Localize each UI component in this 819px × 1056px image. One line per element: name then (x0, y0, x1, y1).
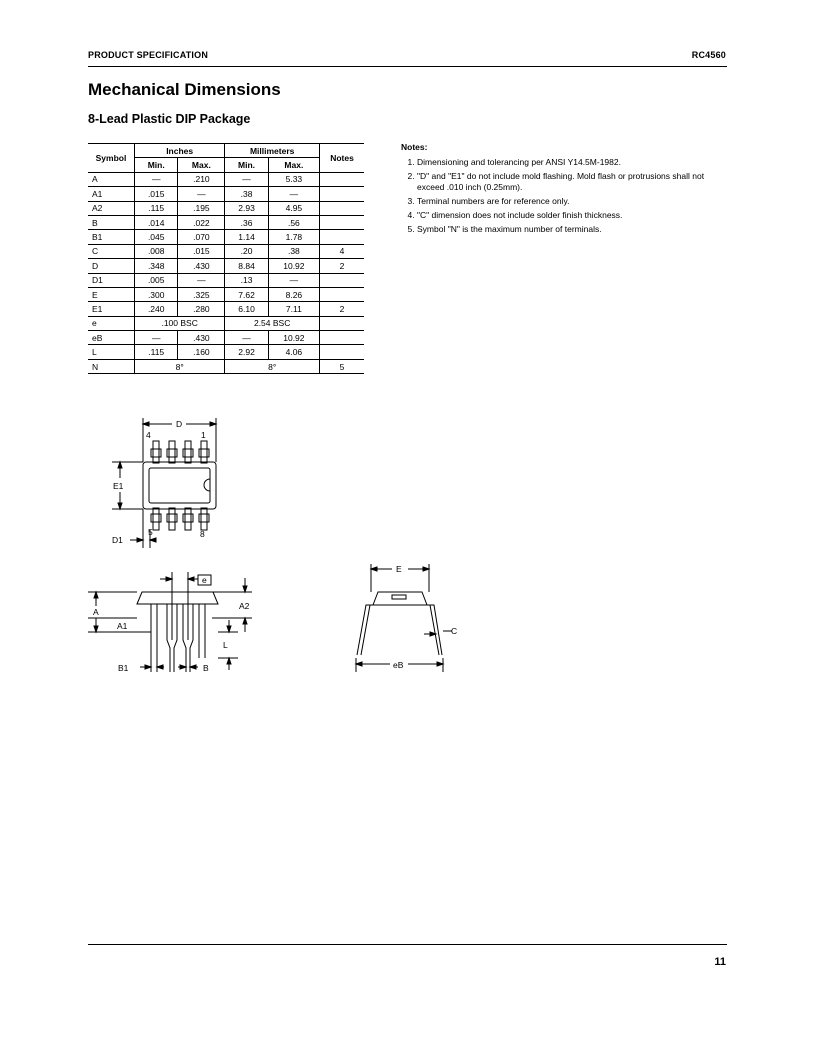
table-cell: L (88, 345, 135, 359)
table-cell: D (88, 259, 135, 273)
label-A2: A2 (239, 601, 250, 611)
note-item: 5. Symbol "N" is the maximum number of terminals. (417, 224, 731, 235)
table-cell: — (135, 331, 178, 345)
label-L: L (223, 640, 228, 650)
notes-title: Notes: (401, 142, 428, 152)
table-cell: .195 (178, 201, 225, 215)
table-cell: .022 (178, 215, 225, 229)
table-cell: 4 (320, 244, 365, 258)
footer-rule (88, 944, 727, 945)
table-cell: .240 (135, 302, 178, 316)
table-cell: 8.84 (225, 259, 268, 273)
table-cell: .045 (135, 230, 178, 244)
table-cell: .325 (178, 287, 225, 301)
table-cell: E1 (88, 302, 135, 316)
table-cell: 6.10 (225, 302, 268, 316)
table-cell: N (88, 359, 135, 373)
col-millimeters: Millimeters (225, 144, 320, 158)
table-cell: 2.54 BSC (225, 316, 320, 330)
table-cell: A2 (88, 201, 135, 215)
table-cell: A1 (88, 187, 135, 201)
label-pin5: 5 (148, 527, 153, 537)
table-cell: .008 (135, 244, 178, 258)
col-mm-min: Min. (225, 158, 268, 172)
table-cell: 1.14 (225, 230, 268, 244)
table-cell: 2.92 (225, 345, 268, 359)
table-cell: 5.33 (268, 172, 319, 186)
col-in-max: Max. (178, 158, 225, 172)
table-cell: .115 (135, 201, 178, 215)
table-cell: eB (88, 331, 135, 345)
table-cell: .015 (178, 244, 225, 258)
table-cell: — (135, 172, 178, 186)
table-cell: — (225, 172, 268, 186)
table-cell: E (88, 287, 135, 301)
label-eB: eB (393, 660, 404, 670)
table-cell: 4.95 (268, 201, 319, 215)
table-cell: 2 (320, 259, 365, 273)
table-cell: .348 (135, 259, 178, 273)
table-cell: 7.11 (268, 302, 319, 316)
table-cell: .300 (135, 287, 178, 301)
label-D1: D1 (112, 535, 123, 545)
table-cell: — (268, 273, 319, 287)
table-cell: .014 (135, 215, 178, 229)
table-cell: .38 (268, 244, 319, 258)
table-cell: B (88, 215, 135, 229)
table-cell: 8° (135, 359, 225, 373)
col-in-min: Min. (135, 158, 178, 172)
table-cell: 8° (225, 359, 320, 373)
table-cell: 8.26 (268, 287, 319, 301)
table-cell: .115 (135, 345, 178, 359)
note-item: 4. "C" dimension does not include solder finish thickness. (417, 210, 731, 221)
table-cell: .13 (225, 273, 268, 287)
table-cell: .280 (178, 302, 225, 316)
label-B1: B1 (118, 663, 129, 673)
table-cell: D1 (88, 273, 135, 287)
col-inches: Inches (135, 144, 225, 158)
label-B: B (203, 663, 209, 673)
table-cell: 2 (320, 302, 365, 316)
table-cell: A (88, 172, 135, 186)
table-cell: .210 (178, 172, 225, 186)
table-cell: C (88, 244, 135, 258)
table-cell: 5 (320, 359, 365, 373)
table-cell: — (178, 273, 225, 287)
table-cell: .38 (225, 187, 268, 201)
table-cell: .070 (178, 230, 225, 244)
table-cell: 10.92 (268, 259, 319, 273)
note-item: 1. Dimensioning and tolerancing per ANSI Y14.5M-1982. (417, 157, 731, 168)
side-view (88, 572, 252, 672)
header-part-number: RC4560 (691, 50, 726, 60)
label-A1: A1 (117, 621, 128, 631)
table-cell: .100 BSC (135, 316, 225, 330)
page-title: Mechanical Dimensions (88, 80, 281, 99)
label-e: e (202, 575, 207, 585)
note-item: 2. "D" and "E1" do not include mold flashing. Mold flash or protrusions shall not exceed .010 inch (0.25mm). (417, 171, 731, 193)
table-cell: .430 (178, 259, 225, 273)
label-pin8: 8 (200, 529, 205, 539)
label-E: E (396, 564, 402, 574)
table-cell: .160 (178, 345, 225, 359)
table-cell: .36 (225, 215, 268, 229)
table-cell: .005 (135, 273, 178, 287)
table-cell: .56 (268, 215, 319, 229)
table-cell: .20 (225, 244, 268, 258)
note-item: 3. Terminal numbers are for reference only. (417, 196, 731, 207)
label-pin4: 4 (146, 430, 151, 440)
table-cell: .430 (178, 331, 225, 345)
table-cell: — (268, 187, 319, 201)
table-cell: 7.62 (225, 287, 268, 301)
table-cell: .015 (135, 187, 178, 201)
label-D: D (176, 419, 183, 429)
label-E1: E1 (113, 481, 124, 491)
table-cell: e (88, 316, 135, 330)
col-mm-max: Max. (268, 158, 319, 172)
end-view (356, 564, 452, 672)
label-A: A (93, 607, 99, 617)
table-cell: — (178, 187, 225, 201)
header-product-specification: PRODUCT SPECIFICATION (88, 50, 209, 60)
table-cell: 2.93 (225, 201, 268, 215)
table-cell: — (225, 331, 268, 345)
col-symbol: Symbol (88, 144, 135, 173)
table-cell: B1 (88, 230, 135, 244)
table-cell: 1.78 (268, 230, 319, 244)
page-number: 11 (714, 956, 726, 968)
label-C: C (451, 626, 458, 636)
col-notes: Notes (320, 144, 365, 173)
table-cell: 10.92 (268, 331, 319, 345)
label-pin1: 1 (201, 430, 206, 440)
section-subtitle: 8-Lead Plastic DIP Package (88, 112, 251, 126)
table-cell: 4.06 (268, 345, 319, 359)
